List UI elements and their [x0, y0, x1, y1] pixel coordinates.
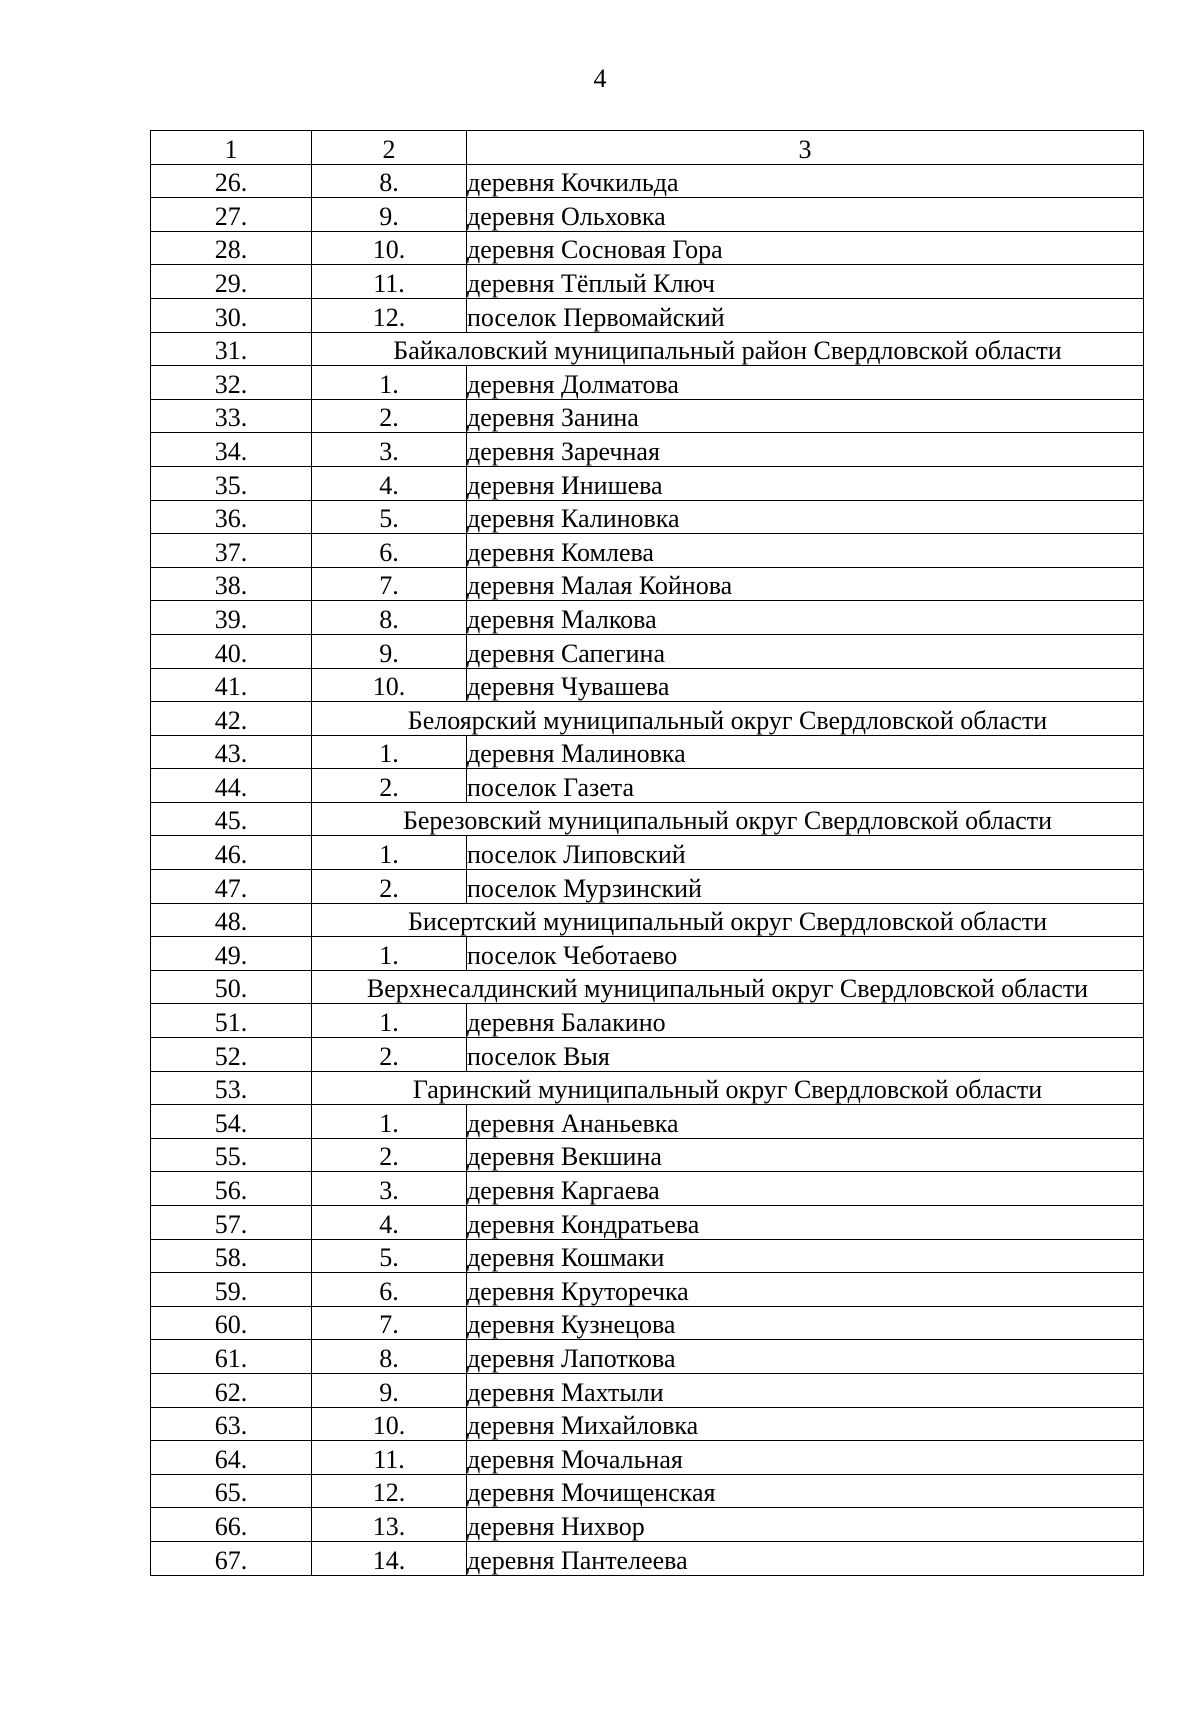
table-row	[151, 1172, 1144, 1206]
table-row	[151, 265, 1144, 299]
row-number-cell: 51.	[151, 1004, 312, 1038]
table-row	[151, 1206, 1144, 1240]
district-row	[151, 970, 1144, 1004]
row-number-cell: 42.	[151, 702, 312, 736]
sub-number-cell: 14.	[312, 1541, 467, 1575]
table-row	[151, 433, 1144, 467]
row-number-cell: 56.	[151, 1172, 312, 1206]
row-number-cell: 63.	[151, 1407, 312, 1441]
sub-number-cell: 2.	[312, 399, 467, 433]
row-number-cell: 55.	[151, 1138, 312, 1172]
row-number-cell: 60.	[151, 1306, 312, 1340]
row-number-cell: 35.	[151, 466, 312, 500]
settlement-name-cell: деревня Кошмаки	[467, 1239, 1144, 1273]
table-row	[151, 366, 1144, 400]
table-row	[151, 164, 1144, 198]
settlement-name-cell: деревня Векшина	[467, 1138, 1144, 1172]
header-cell-col3: 3	[467, 131, 1144, 165]
table-row	[151, 399, 1144, 433]
header-cell-col2: 2	[312, 131, 467, 165]
row-number-cell: 31.	[151, 332, 312, 366]
sub-number-cell: 4.	[312, 1206, 467, 1240]
row-number-cell: 30.	[151, 298, 312, 332]
row-number-cell: 50.	[151, 970, 312, 1004]
table-row	[151, 1138, 1144, 1172]
row-number-cell: 58.	[151, 1239, 312, 1273]
settlement-name-cell: поселок Чеботаево	[467, 937, 1144, 971]
row-number-cell: 37.	[151, 534, 312, 568]
settlement-name-cell: деревня Занина	[467, 399, 1144, 433]
row-number-cell: 48.	[151, 903, 312, 937]
row-number-cell: 28.	[151, 231, 312, 265]
sub-number-cell: 3.	[312, 1172, 467, 1206]
table-row	[151, 1306, 1144, 1340]
table-row	[151, 231, 1144, 265]
table-row	[151, 735, 1144, 769]
row-number-cell: 36.	[151, 500, 312, 534]
table-row	[151, 937, 1144, 971]
sub-number-cell: 12.	[312, 298, 467, 332]
table-row	[151, 668, 1144, 702]
row-number-cell: 38.	[151, 567, 312, 601]
sub-number-cell: 9.	[312, 1373, 467, 1407]
table-row	[151, 1541, 1144, 1575]
table-header-row	[151, 131, 1144, 165]
sub-number-cell: 8.	[312, 1340, 467, 1374]
district-row	[151, 802, 1144, 836]
settlement-name-cell: деревня Тёплый Ключ	[467, 265, 1144, 299]
row-number-cell: 27.	[151, 198, 312, 232]
sub-number-cell: 4.	[312, 466, 467, 500]
row-number-cell: 26.	[151, 164, 312, 198]
settlement-name-cell: деревня Каргаева	[467, 1172, 1144, 1206]
table-row	[151, 1407, 1144, 1441]
row-number-cell: 34.	[151, 433, 312, 467]
settlement-name-cell: деревня Михайловка	[467, 1407, 1144, 1441]
sub-number-cell: 2.	[312, 1138, 467, 1172]
district-row	[151, 702, 1144, 736]
table-row	[151, 1239, 1144, 1273]
table-row	[151, 534, 1144, 568]
sub-number-cell: 3.	[312, 433, 467, 467]
sub-number-cell: 9.	[312, 634, 467, 668]
row-number-cell: 59.	[151, 1273, 312, 1307]
table-row	[151, 601, 1144, 635]
sub-number-cell: 11.	[312, 1441, 467, 1475]
settlement-name-cell: поселок Мурзинский	[467, 870, 1144, 904]
settlement-name-cell: деревня Мочальная	[467, 1441, 1144, 1475]
settlement-name-cell: деревня Чувашева	[467, 668, 1144, 702]
settlement-name-cell: деревня Долматова	[467, 366, 1144, 400]
settlement-name-cell: деревня Заречная	[467, 433, 1144, 467]
table-row	[151, 1373, 1144, 1407]
settlement-name-cell: деревня Малкова	[467, 601, 1144, 635]
sub-number-cell: 2.	[312, 870, 467, 904]
row-number-cell: 61.	[151, 1340, 312, 1374]
sub-number-cell: 10.	[312, 668, 467, 702]
sub-number-cell: 2.	[312, 1038, 467, 1072]
sub-number-cell: 10.	[312, 231, 467, 265]
table-row	[151, 870, 1144, 904]
row-number-cell: 45.	[151, 802, 312, 836]
settlement-name-cell: деревня Пантелеева	[467, 1541, 1144, 1575]
sub-number-cell: 12.	[312, 1474, 467, 1508]
sub-number-cell: 1.	[312, 366, 467, 400]
settlement-name-cell: деревня Малая Койнова	[467, 567, 1144, 601]
district-row	[151, 1071, 1144, 1105]
district-name-cell: Байкаловский муниципальный район Свердловской области	[312, 332, 1144, 366]
table-row	[151, 567, 1144, 601]
table-row	[151, 1105, 1144, 1139]
table-row	[151, 836, 1144, 870]
sub-number-cell: 8.	[312, 164, 467, 198]
settlement-name-cell: деревня Сапегина	[467, 634, 1144, 668]
sub-number-cell: 13.	[312, 1508, 467, 1542]
settlement-name-cell: деревня Ананьевка	[467, 1105, 1144, 1139]
district-name-cell: Белоярский муниципальный округ Свердловской области	[312, 702, 1144, 736]
district-name-cell: Березовский муниципальный округ Свердловской области	[312, 802, 1144, 836]
table-body	[151, 131, 1144, 1576]
settlement-name-cell: деревня Мочищенская	[467, 1474, 1144, 1508]
row-number-cell: 53.	[151, 1071, 312, 1105]
settlement-name-cell: деревня Калиновка	[467, 500, 1144, 534]
settlement-name-cell: поселок Первомайский	[467, 298, 1144, 332]
sub-number-cell: 1.	[312, 937, 467, 971]
table-row	[151, 769, 1144, 803]
table-row	[151, 466, 1144, 500]
district-row	[151, 903, 1144, 937]
settlement-name-cell: деревня Кочкильда	[467, 164, 1144, 198]
header-cell-col1: 1	[151, 131, 312, 165]
district-name-cell: Бисертский муниципальный округ Свердловской области	[312, 903, 1144, 937]
row-number-cell: 29.	[151, 265, 312, 299]
sub-number-cell: 7.	[312, 1306, 467, 1340]
sub-number-cell: 6.	[312, 534, 467, 568]
sub-number-cell: 5.	[312, 500, 467, 534]
sub-number-cell: 5.	[312, 1239, 467, 1273]
sub-number-cell: 6.	[312, 1273, 467, 1307]
table-row	[151, 1441, 1144, 1475]
district-name-cell: Гаринский муниципальный округ Свердловской области	[312, 1071, 1144, 1105]
row-number-cell: 43.	[151, 735, 312, 769]
table-row	[151, 1038, 1144, 1072]
sub-number-cell: 1.	[312, 735, 467, 769]
settlement-name-cell: деревня Ольховка	[467, 198, 1144, 232]
table-row	[151, 198, 1144, 232]
sub-number-cell: 8.	[312, 601, 467, 635]
settlement-name-cell: деревня Балакино	[467, 1004, 1144, 1038]
sub-number-cell: 9.	[312, 198, 467, 232]
row-number-cell: 44.	[151, 769, 312, 803]
row-number-cell: 46.	[151, 836, 312, 870]
settlement-name-cell: поселок Липовский	[467, 836, 1144, 870]
sub-number-cell: 1.	[312, 836, 467, 870]
row-number-cell: 49.	[151, 937, 312, 971]
settlement-name-cell: деревня Комлева	[467, 534, 1144, 568]
row-number-cell: 62.	[151, 1373, 312, 1407]
row-number-cell: 57.	[151, 1206, 312, 1240]
settlement-name-cell: деревня Круторечка	[467, 1273, 1144, 1307]
settlement-name-cell: деревня Махтыли	[467, 1373, 1144, 1407]
district-row	[151, 332, 1144, 366]
settlement-name-cell: поселок Выя	[467, 1038, 1144, 1072]
settlement-name-cell: деревня Инишева	[467, 466, 1144, 500]
district-name-cell: Верхнесалдинский муниципальный округ Свердловской области	[312, 970, 1144, 1004]
sub-number-cell: 10.	[312, 1407, 467, 1441]
row-number-cell: 41.	[151, 668, 312, 702]
settlement-name-cell: деревня Кузнецова	[467, 1306, 1144, 1340]
row-number-cell: 64.	[151, 1441, 312, 1475]
page-number: 4	[593, 64, 607, 93]
row-number-cell: 67.	[151, 1541, 312, 1575]
row-number-cell: 40.	[151, 634, 312, 668]
table-row	[151, 1273, 1144, 1307]
row-number-cell: 39.	[151, 601, 312, 635]
row-number-cell: 65.	[151, 1474, 312, 1508]
sub-number-cell: 11.	[312, 265, 467, 299]
table-row	[151, 1340, 1144, 1374]
table-row	[151, 1508, 1144, 1542]
row-number-cell: 54.	[151, 1105, 312, 1139]
row-number-cell: 32.	[151, 366, 312, 400]
sub-number-cell: 2.	[312, 769, 467, 803]
table-row	[151, 500, 1144, 534]
settlement-name-cell: деревня Лапоткова	[467, 1340, 1144, 1374]
settlement-name-cell: поселок Газета	[467, 769, 1144, 803]
row-number-cell: 47.	[151, 870, 312, 904]
settlement-name-cell: деревня Нихвор	[467, 1508, 1144, 1542]
table-row	[151, 1474, 1144, 1508]
settlement-name-cell: деревня Малиновка	[467, 735, 1144, 769]
sub-number-cell: 7.	[312, 567, 467, 601]
table-row	[151, 1004, 1144, 1038]
row-number-cell: 66.	[151, 1508, 312, 1542]
sub-number-cell: 1.	[312, 1105, 467, 1139]
row-number-cell: 33.	[151, 399, 312, 433]
settlement-name-cell: деревня Сосновая Гора	[467, 231, 1144, 265]
table-row	[151, 298, 1144, 332]
settlement-name-cell: деревня Кондратьева	[467, 1206, 1144, 1240]
sub-number-cell: 1.	[312, 1004, 467, 1038]
table-row	[151, 634, 1144, 668]
row-number-cell: 52.	[151, 1038, 312, 1072]
settlements-table	[150, 130, 1144, 1576]
